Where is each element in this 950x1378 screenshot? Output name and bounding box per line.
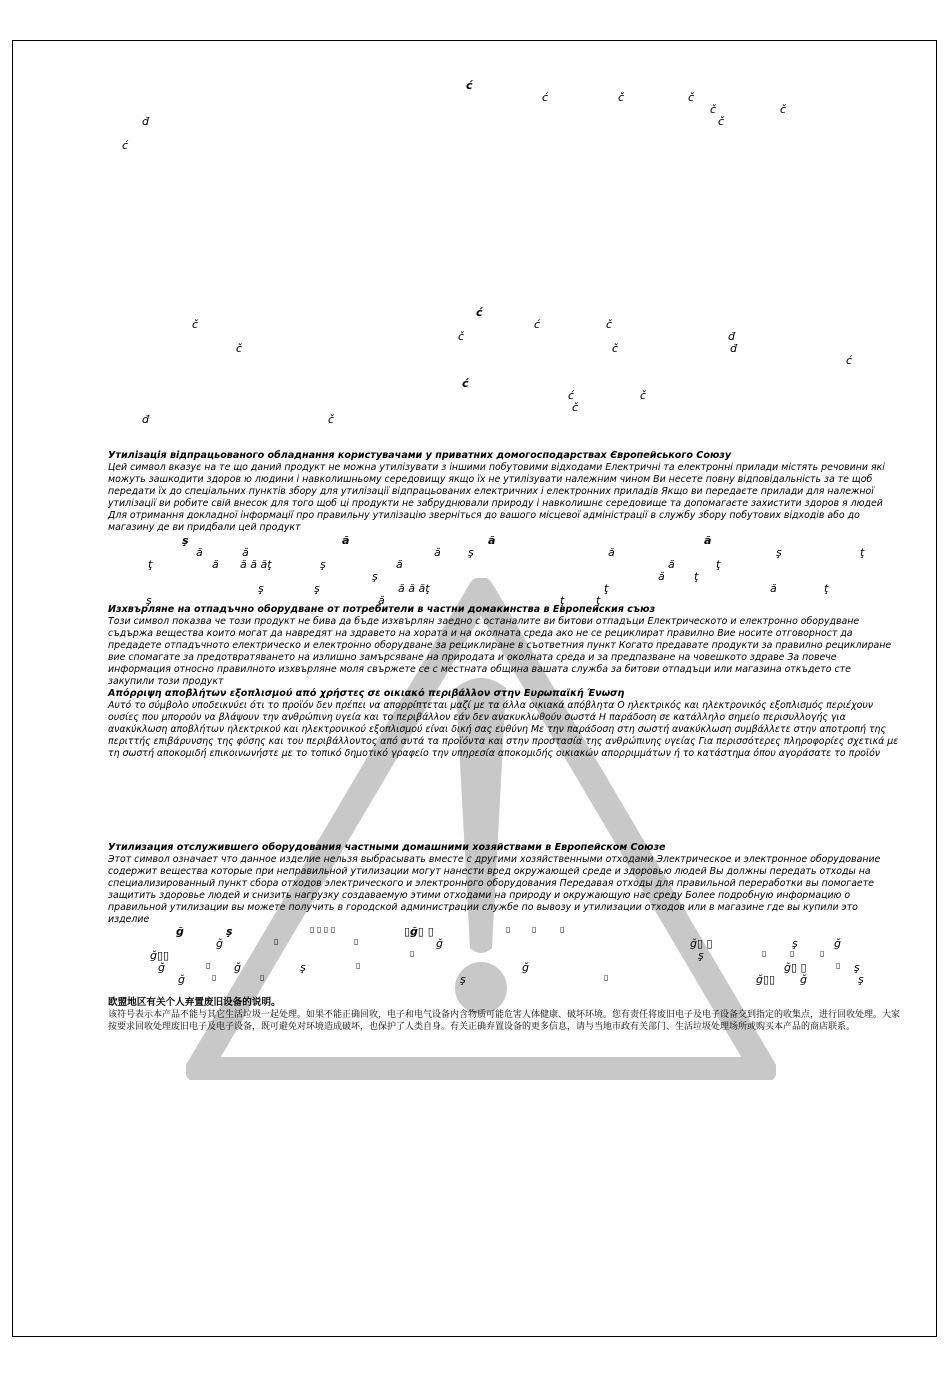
stray-glyph: ▯	[212, 973, 217, 982]
stray-glyph: ă	[608, 546, 615, 559]
stray-glyph: ▯	[506, 925, 511, 934]
section-heading: Утилізація відпрацьованого обладнання користувачами у приватних домогосподарствах Європейського Союзу	[108, 450, 732, 461]
stray-glyph: ğ	[158, 961, 165, 974]
stray-glyph: đ	[730, 342, 737, 355]
stray-glyph: ▯	[790, 949, 795, 958]
stray-glyph: ▯	[532, 925, 537, 934]
stray-glyph: ţ	[824, 582, 829, 595]
stray-glyph: ğ	[436, 937, 443, 950]
stray-glyph: č	[710, 103, 717, 116]
stray-glyph: ğ▯ ▯	[690, 937, 713, 950]
stray-glyph: ć	[534, 318, 541, 331]
stray-glyph: ă	[378, 594, 385, 607]
stray-glyph: ă	[668, 558, 675, 571]
stray-glyph: ć	[846, 354, 853, 367]
stray-glyph: ţ	[596, 594, 601, 607]
stray-glyph: ğ	[800, 973, 807, 986]
section-russian	[108, 842, 900, 926]
stray-glyph: ă ă ăţ	[240, 558, 272, 571]
stray-glyph: ğ	[216, 937, 223, 950]
stray-glyph: ▯ ▯ ▯ ▯	[310, 925, 336, 934]
stray-glyph: ▯	[206, 961, 211, 970]
stray-glyph: č	[236, 342, 243, 355]
stray-glyph: ă	[342, 534, 350, 547]
stray-glyph: ă	[396, 558, 403, 571]
stray-glyph: ţ	[694, 570, 699, 583]
section-body: Цей символ вказує на те що даний продукт не можна утилізувати з іншими побутовими відходами Електричні та електронні прилади містять речовини які можуть зашкодити здоров ю людини і навколишньому середовищу якщо їх не утилізувати належним чином Ви несете повну відповідальність за те щоб передати їх до спеціальних пунктів збору для утилізації відпрацьованих електричних і електронних приладів Якщо ви передаєте прилади для належної утилізації ви робите свій внесок для того щоб ці продукти не забруднювали природу і навколишнє середовище та допомагаєте захистити здоров я людей Для отримання докладної інформації про правильну утилізацію зверніться до вашого місцевої адміністрації в службу збору побутових відходів або до магазину де ви придбали цей продукт	[108, 462, 885, 533]
stray-glyph: ▯ğ▯ ▯	[404, 925, 434, 938]
section-greek	[108, 688, 900, 760]
stray-glyph: đ	[142, 413, 149, 426]
stray-glyph: ć	[462, 377, 469, 390]
stray-glyph: ć	[476, 306, 483, 319]
stray-glyph: č	[780, 103, 787, 116]
stray-glyph: ţ	[604, 582, 609, 595]
stray-glyph: ş	[858, 973, 864, 986]
stray-glyph: ▯	[836, 961, 841, 970]
stray-glyph: ć	[542, 91, 549, 104]
section-body: Этот символ означает что данное изделие нельзя выбрасывать вместе с другими хозяйственными отходами Электрическое и электронное оборудование содержит вещества которые при неправильной утилизации могут нанести вред окружающей среде и здоровью людей Вы должны передать отходы на специализированный пункт сбора отходов электрического и электронного оборудования Передавая отходы для правильной переработки вы помогаете защитить здоровье людей и снизить нагрузку создаваемую этими отходами на природу и окружающую нас среду Более подробную информацию о правильной утилизации вы можете получить в городской администрации службе по вывозу и утилизации отходов или в магазине где вы купили это изделие	[108, 854, 881, 925]
section-heading: Утилизация отслужившего оборудования частными домашними хозяйствами в Европейском Союзе	[108, 842, 666, 853]
stray-glyph: ğ	[522, 961, 529, 974]
stray-glyph: ▯	[410, 949, 415, 958]
stray-glyph: ğ▯ ▯	[784, 961, 807, 974]
stray-glyph: ş	[460, 973, 466, 986]
stray-glyph: ğ	[234, 961, 241, 974]
stray-glyph: ş	[146, 594, 152, 607]
stray-glyph: đ	[728, 330, 735, 343]
stray-glyph: ş	[698, 949, 704, 962]
stray-glyph: ă	[770, 582, 777, 595]
stray-glyph: ş	[314, 582, 320, 595]
section-chinese	[108, 997, 900, 1033]
stray-glyph: ă	[196, 546, 203, 559]
stray-glyph: ş	[182, 534, 189, 547]
stray-glyph: ğ	[178, 973, 185, 986]
stray-glyph: ă	[488, 534, 496, 547]
stray-glyph: ▯	[354, 937, 359, 946]
section-ukrainian	[108, 450, 900, 534]
section-body: Този символ показва че този продукт не бива да бъде изхвърлян заедно с останалите ви битови отпадъци Електрическото и електронно оборудване съдържа вещества които могат да навредят на здравето на хората и на околната среда ако не се рециклират правилно Вие носите отговорност да предадете отпадъчното електрическо и електронно оборудване за рециклиране в съответния пункт Когато предавате продукти за правилно рециклиране вие спомагате за предотвратяването на излишно замърсяване на природата и околната среда и за предпазване на човешкото здраве За повече информация относно правилното изхвърляне моля свържете се с местната община вашата служба за битови отпадъци или магазина откъдето сте закупили този продукт	[108, 616, 892, 687]
stray-glyph: ă	[658, 570, 665, 583]
stray-glyph: č	[718, 115, 725, 128]
section-heading: 欧盟地区有关个人弃置废旧设备的说明。	[108, 997, 281, 1008]
stray-glyph: ğ	[834, 937, 841, 950]
stray-glyph: č	[572, 401, 579, 414]
section-bulgarian	[108, 604, 900, 688]
stray-glyph: ă ă ăţ	[398, 582, 430, 595]
stray-glyph: ğ	[176, 925, 184, 938]
stray-glyph: č	[606, 318, 613, 331]
stray-glyph: č	[688, 91, 695, 104]
stray-glyph: č	[612, 342, 619, 355]
section-body: 该符号表示本产品不能与其它生活垃圾一起处理。如果不能正确回收，电子和电气设备内含物质可能危害人体健康、破坏环境。您有责任将废旧电子及电子设备交到指定的收集点，进行回收处理。大家按要求回收处理废旧电子及电子设备，既可避免对环境造成破坏，也保护了人类自身。有关正确弃置设备的更多信息，请与当地市政有关部门、生活垃圾处理场所或购买本产品的商店联系。	[108, 1010, 901, 1032]
stray-glyph: ▯	[560, 925, 565, 934]
stray-glyph: đ	[142, 115, 149, 128]
stray-glyph: ć	[122, 139, 129, 152]
stray-glyph: ć	[466, 79, 473, 92]
stray-glyph: ć	[568, 389, 575, 402]
stray-glyph: ă	[434, 546, 441, 559]
stray-glyph: ş	[226, 925, 233, 938]
stray-glyph: ▯	[762, 949, 767, 958]
stray-glyph: ă	[212, 558, 219, 571]
stray-glyph: č	[192, 318, 199, 331]
stray-glyph: ▯	[260, 973, 265, 982]
stray-glyph: ţ	[860, 546, 865, 559]
stray-glyph: ş	[300, 961, 306, 974]
stray-glyph: ş	[258, 582, 264, 595]
stray-glyph: ğ▯▯	[150, 949, 170, 962]
stray-glyph: ş	[792, 937, 798, 950]
stray-glyph: ş	[468, 546, 474, 559]
stray-glyph: č	[640, 389, 647, 402]
stray-glyph: ă	[242, 546, 249, 559]
stray-glyph: ▯	[274, 937, 279, 946]
section-heading: Изхвърляне на отпадъчно оборудване от потребители в частни домакинства в Европейския съюз	[108, 604, 656, 615]
stray-glyph: ş	[372, 570, 378, 583]
stray-glyph: č	[458, 330, 465, 343]
stray-glyph: ▯	[356, 961, 361, 970]
stray-glyph: ţ	[148, 558, 153, 571]
stray-glyph: ğ▯▯	[756, 973, 776, 986]
stray-glyph: ţ	[716, 558, 721, 571]
stray-glyph: ▯	[820, 949, 825, 958]
stray-glyph: ă	[704, 534, 712, 547]
section-body: Αυτό το σύμβολο υποδεικνύει ότι το προϊόν δεν πρέπει να απορρίπτεται μαζί με τα άλλα οικιακά απόβλητα Ο ηλεκτρικός και ηλεκτρονικός εξοπλισμός περιέχουν ουσίες που μπορούν να βλάψουν την ανθρώπινη υγεία και το περιβάλλον εάν δεν ανακυκλωθούν σωστά Η παράδοση σε κατάλληλο σημείο περισυλλογής για ανακύκλωση αποβλήτων ηλεκτρικού και ηλεκτρονικού εξοπλισμού είναι δική σας ευθύνη Με την παράδοση στη σωστή ανακύκλωση συμβάλλετε στην αποτροπή της περιττής επιβάρυνσης της φύσης και του περιβάλλοντος από αυτά τα προϊόντα και στην προστασία της ανθρώπινης υγείας Για περισσότερες πληροφορίες σχετικά με τη σωστή αποκομιδή επικοινωνήστε με το τοπικό δημοτικό γραφείο την υπηρεσία αποκομιδής οικιακών απορριμμάτων ή το κατάστημα όπου αγοράσατε το προϊόν	[108, 700, 899, 759]
stray-glyph: ş	[776, 546, 782, 559]
stray-glyph: č	[618, 91, 625, 104]
stray-glyph: ▯	[604, 973, 609, 982]
stray-glyph: č	[328, 413, 335, 426]
stray-glyph: ţ	[560, 594, 565, 607]
stray-glyph: ş	[320, 558, 326, 571]
section-heading: Απόρριψη αποβλήτων εξοπλισμού από χρήστες σε οικιακό περιβάλλον στην Ευρωπαϊκή Ένωση	[108, 688, 625, 699]
stray-glyph: ş	[854, 961, 860, 974]
